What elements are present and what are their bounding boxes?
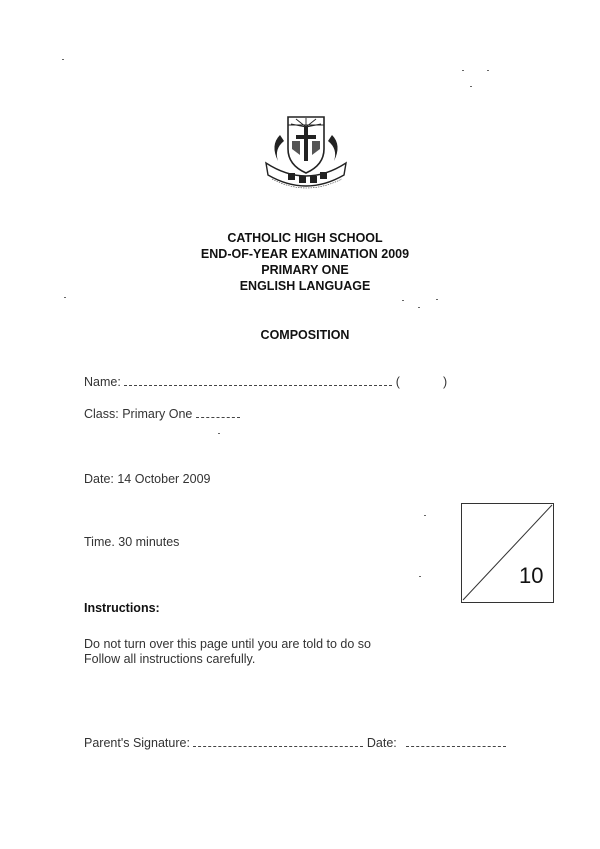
paper-title: COMPOSITION: [260, 328, 350, 342]
instruction-line-2: Follow all instructions carefully.: [84, 652, 256, 666]
instructions-heading: Instructions:: [84, 601, 160, 615]
scan-speck: [218, 433, 220, 434]
class-blank[interactable]: [196, 416, 240, 418]
exam-date: Date: 14 October 2009: [84, 472, 211, 486]
signature-date-label: Date:: [366, 736, 397, 750]
scan-speck: [462, 70, 464, 71]
exam-duration: Time. 30 minutes: [84, 535, 180, 549]
scan-speck: [436, 299, 438, 300]
instruction-line-1: Do not turn over this page until you are told to do so: [84, 637, 371, 651]
scan-speck: [64, 297, 66, 298]
school-name: CATHOLIC HIGH SCHOOL: [227, 231, 383, 245]
mark-box: [461, 503, 554, 603]
mark-total: 10: [519, 563, 544, 588]
scan-speck: [419, 576, 421, 577]
exam-title: END-OF-YEAR EXAMINATION 2009: [200, 247, 410, 261]
exam-level: PRIMARY ONE: [261, 263, 349, 277]
school-crest-icon: [258, 105, 354, 191]
name-blank[interactable]: [124, 384, 392, 386]
scan-speck: [424, 515, 426, 516]
parent-signature-label: Parent's Signature:: [84, 736, 190, 750]
name-label: Name:: [84, 375, 121, 389]
class-label: Class: Primary One: [84, 407, 193, 421]
scan-speck: [487, 70, 489, 71]
index-paren-close: ): [442, 375, 448, 389]
signature-row: [84, 736, 506, 750]
scan-speck: [418, 307, 420, 308]
parent-signature-blank[interactable]: [193, 745, 363, 747]
index-paren-open: (: [395, 375, 400, 389]
signature-date-blank[interactable]: [406, 745, 506, 747]
scan-speck: [62, 59, 64, 60]
name-field: [84, 375, 447, 389]
class-field: [84, 407, 240, 421]
scan-speck: [402, 300, 404, 301]
exam-subject: ENGLISH LANGUAGE: [239, 279, 371, 293]
scan-speck: [470, 86, 472, 87]
